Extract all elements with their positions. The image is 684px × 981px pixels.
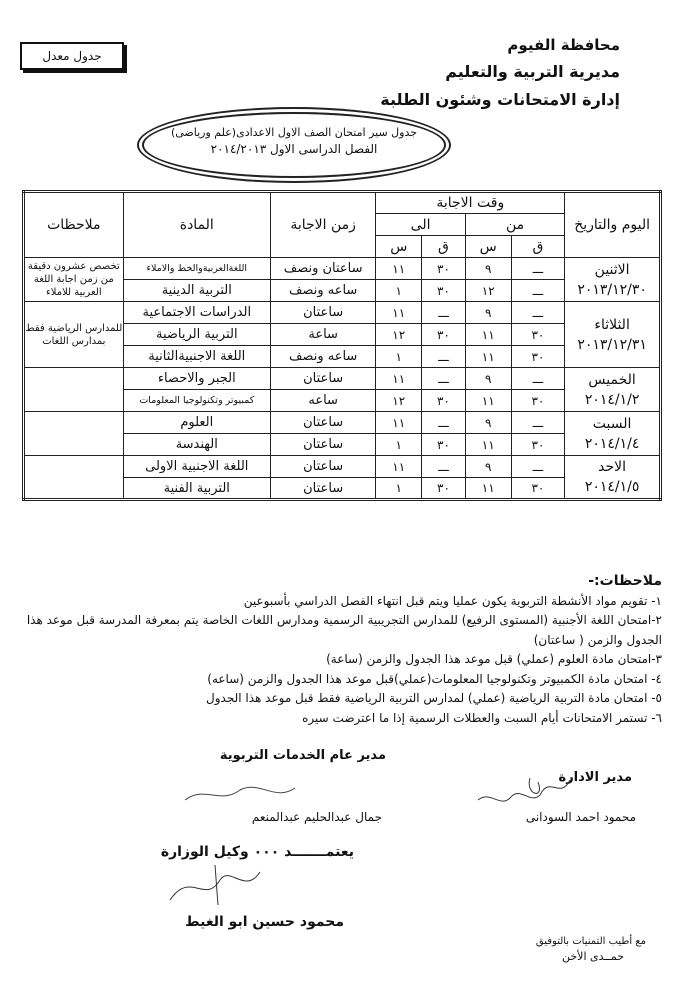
admin-signature-scribble <box>470 770 580 810</box>
to-minute-cell: ـــ <box>422 368 466 390</box>
from-minute-cell: ـــ <box>511 456 565 478</box>
from-hour-cell: ١١ <box>465 346 511 368</box>
table-row <box>24 456 661 478</box>
to-minute-cell: ٣٠ <box>422 280 466 302</box>
exam-date: ٢٠١٤/١/٥ <box>584 479 640 495</box>
subject-cell: الهندسة <box>123 434 270 456</box>
to-hour-cell: ١ <box>376 478 422 500</box>
from-hour-cell: ٩ <box>465 302 511 324</box>
duration-cell: ساعه ونصف <box>270 280 375 302</box>
note-item: ٦- تستمر الامتحانات أيام السبت والعطلات الرسمية إذا ما اعترضت سيره <box>302 710 662 725</box>
footer-typist: حمــدى الأخن <box>562 950 624 963</box>
to-minute-cell: ـــ <box>422 302 466 324</box>
col-from-min: ق <box>511 236 565 258</box>
modified-schedule-badge: جدول معدل <box>20 42 124 70</box>
services-director-name: جمال عبدالحليم عبدالمنعم <box>251 810 382 824</box>
subject-cell: كمبيوتر وتكنولوجيا المعلومات <box>123 390 270 412</box>
to-minute-cell: ٣٠ <box>422 390 466 412</box>
day-name: الثلاثاء <box>594 316 630 333</box>
to-hour-cell: ١ <box>376 280 422 302</box>
from-minute-cell: ٣٠ <box>511 434 565 456</box>
exam-date: ٢٠١٤/١/٤ <box>584 435 640 452</box>
day-date-cell <box>565 456 661 500</box>
subject-cell: اللغة الاجنبية الاولى <box>123 456 270 478</box>
from-hour-cell: ١١ <box>465 478 511 500</box>
from-minute-cell: ـــ <box>511 280 565 302</box>
note-cell: للمدارس الرياضية فقط بمدارس اللغات <box>24 302 124 368</box>
from-minute-cell: ٣٠ <box>511 324 565 346</box>
exam-date: ٢٠١٤/١/٢ <box>584 391 640 408</box>
from-minute-cell: ٣٠ <box>511 346 565 368</box>
subject-cell: اللغةالعربيةوالخط والاملاء <box>123 258 270 280</box>
note-cell <box>24 412 124 456</box>
services-director-title: مدير عام الخدمات التربوية <box>219 748 386 763</box>
duration-cell: ساعتان <box>270 302 375 324</box>
col-to-min: ق <box>422 236 466 258</box>
to-hour-cell: ١ <box>376 434 422 456</box>
day-name: السبت <box>592 415 632 432</box>
to-minute-cell: ـــ <box>422 412 466 434</box>
to-hour-cell: ١٢ <box>376 390 422 412</box>
day-name: الاحد <box>598 459 627 475</box>
notes-title: ملاحظات:- <box>588 573 662 589</box>
col-to: الى <box>376 214 465 236</box>
duration-cell: ساعتان <box>270 456 375 478</box>
services-signature-scribble <box>180 780 300 810</box>
duration-cell: ساعتان ونصف <box>270 258 375 280</box>
table-row <box>24 368 661 390</box>
from-minute-cell: ـــ <box>511 258 565 280</box>
from-minute-cell: ٣٠ <box>511 390 565 412</box>
to-hour-cell: ١١ <box>376 456 422 478</box>
to-minute-cell: ٣٠ <box>422 324 466 346</box>
header-governorate: محافظة الفيوم <box>507 36 620 54</box>
subject-cell: التربية الرياضية <box>123 324 270 346</box>
from-hour-cell: ٩ <box>465 412 511 434</box>
schedule-term: الفصل الدراسى الاول ٢٠١٤/٢٠١٣ <box>210 142 378 156</box>
from-minute-cell: ٣٠ <box>511 478 565 500</box>
note-item: ٤- امتحان مادة الكمبيوتر وتكنولوجيا المعلومات(عملي)قبل موعد هذا الجدول والزمن (ساعه) <box>207 671 662 686</box>
deputy-name: محمود حسين ابو الغيط <box>185 914 344 930</box>
from-hour-cell: ١٢ <box>465 280 511 302</box>
col-day-date: اليوم والتاريخ <box>565 192 661 258</box>
schedule-title-oval <box>142 112 446 178</box>
col-notes: ملاحظات <box>24 192 124 258</box>
subject-cell: التربية الفنية <box>123 478 270 500</box>
note-item: ٢-امتحان اللغة الأجنبية (المستوى الرفيع) للمدارس التجريبية الرسمية ومدارس اللغات الخاصة يتم بمعرفة المدرسة قبل موعد هذا الجدول والزمن ( ساعتان) <box>26 613 662 647</box>
note-item: ٥- امتحان مادة التربية الرياضية (عملي) لمدارس التربية الرياضية فقط قبل موعد هذا الجدول <box>206 691 662 705</box>
note-item: ١- تقويم مواد الأنشطة التربوية يكون عمليا ويتم قبل انتهاء الفصل الدراسي بأسبوعين <box>243 593 662 608</box>
note-item: ٣-امتحان مادة العلوم (عملي) قبل موعد هذا الجدول والزمن (ساعة) <box>326 652 662 666</box>
admin-director-title: مدير الادارة <box>558 770 632 785</box>
to-minute-cell: ـــ <box>422 456 466 478</box>
subject-cell: الدراسات الاجتماعية <box>123 302 270 324</box>
approval-line: يعتمـــــــد ٠٠٠ وكيل الوزارة <box>160 844 354 860</box>
day-name: الخميس <box>588 371 636 388</box>
from-hour-cell: ١١ <box>465 390 511 412</box>
note-cell <box>24 456 124 500</box>
to-hour-cell: ١ <box>376 346 422 368</box>
duration-cell: ساعتان <box>270 368 375 390</box>
to-hour-cell: ١١ <box>376 258 422 280</box>
footer-wishes: مع أطيب التمنيات بالتوفيق <box>535 936 646 947</box>
col-subject: المادة <box>123 192 270 258</box>
to-minute-cell: ٣٠ <box>422 434 466 456</box>
to-hour-cell: ١١ <box>376 412 422 434</box>
day-date-cell <box>565 258 661 302</box>
duration-cell: ساعتان <box>270 434 375 456</box>
subject-cell: العلوم <box>123 412 270 434</box>
note-cell: تخصص عشرون دقيقة من زمن اجابة اللغة العربية للاملاء <box>24 258 124 302</box>
header-directorate: مديرية التربية والتعليم <box>445 62 620 81</box>
from-hour-cell: ٩ <box>465 456 511 478</box>
day-date-cell <box>565 368 661 412</box>
day-name: الاثنين <box>594 261 630 278</box>
to-hour-cell: ١١ <box>376 302 422 324</box>
note-cell <box>24 368 124 412</box>
col-from: من <box>465 214 564 236</box>
exam-schedule-table <box>22 190 662 501</box>
to-hour-cell: ١٢ <box>376 324 422 346</box>
to-hour-cell: ١١ <box>376 368 422 390</box>
day-date-cell <box>565 302 661 368</box>
duration-cell: ساعتان <box>270 478 375 500</box>
from-minute-cell: ـــ <box>511 368 565 390</box>
table-row <box>24 412 661 434</box>
notes-section <box>22 572 662 728</box>
col-from-hour: س <box>465 236 511 258</box>
to-minute-cell: ـــ <box>422 346 466 368</box>
duration-cell: ساعه ونصف <box>270 346 375 368</box>
deputy-signature-scribble <box>160 860 270 910</box>
table-row <box>24 258 661 280</box>
to-minute-cell: ٣٠ <box>422 478 466 500</box>
duration-cell: ساعه <box>270 390 375 412</box>
subject-cell: اللغة الاجنبيةالثانية <box>123 346 270 368</box>
to-minute-cell: ٣٠ <box>422 258 466 280</box>
subject-cell: الجبر والاحصاء <box>123 368 270 390</box>
from-hour-cell: ٩ <box>465 258 511 280</box>
schedule-title: جدول سير امتحان الصف الاول الاعدادى(علم ورياضى) <box>170 126 418 139</box>
col-to-hour: س <box>376 236 422 258</box>
day-date-cell <box>565 412 661 456</box>
from-hour-cell: ١١ <box>465 434 511 456</box>
from-minute-cell: ـــ <box>511 302 565 324</box>
duration-cell: ساعتان <box>270 412 375 434</box>
from-minute-cell: ـــ <box>511 412 565 434</box>
exam-date: ٢٠١٣/١٢/٣٠ <box>577 281 647 298</box>
exam-date: ٢٠١٣/١٢/٣١ <box>577 336 647 353</box>
subject-cell: التربية الدينية <box>123 280 270 302</box>
from-hour-cell: ٩ <box>465 368 511 390</box>
header-exams-dept: إدارة الامتحانات وشئون الطلبة <box>380 90 620 109</box>
from-hour-cell: ١١ <box>465 324 511 346</box>
col-answer-time: وقت الاجابة <box>376 192 565 214</box>
duration-cell: ساعة <box>270 324 375 346</box>
col-duration: زمن الاجابة <box>270 192 375 258</box>
table-row <box>24 302 661 324</box>
admin-director-name: محمود احمد السودانى <box>525 810 636 824</box>
